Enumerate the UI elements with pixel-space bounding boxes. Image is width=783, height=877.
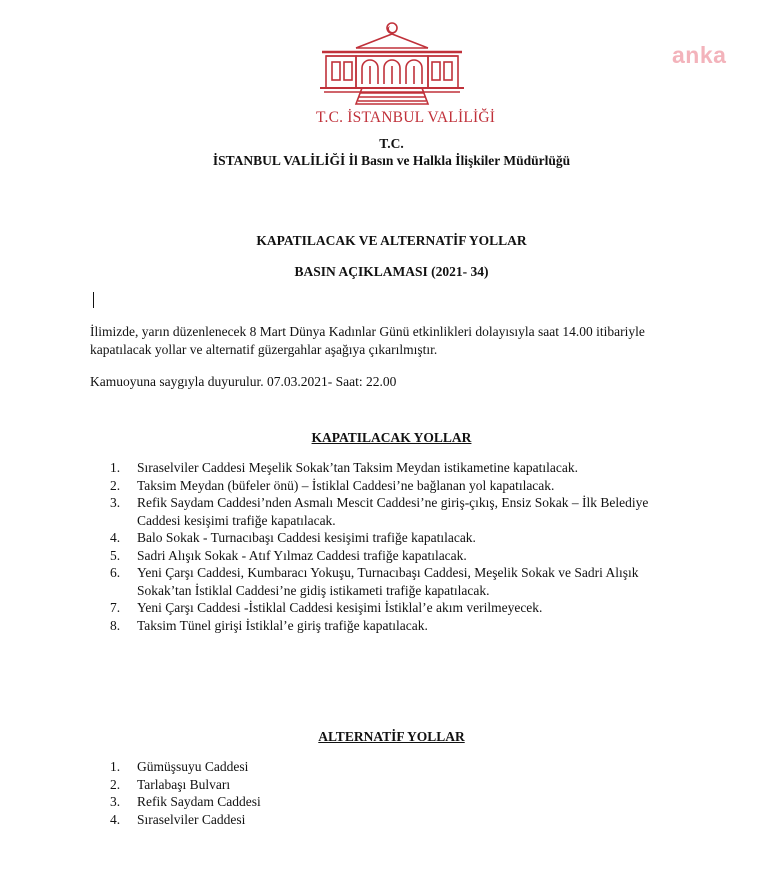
list-item-text: Refik Saydam Caddesi’nden Asmalı Mescit Caddesi’ne giriş-çıkış, Ensiz Sokak – İlk Belediye — [137, 495, 649, 510]
alternative-road-item — [0, 811, 697, 829]
list-item-text: Yeni Çarşı Caddesi, Kumbaracı Yokuşu, Turnacıbaşı Caddesi, Meşelik Sokak ve Sadri Alışık — [137, 565, 639, 580]
list-item-number: 5. — [110, 547, 121, 563]
list-item-text: Sokak’tan İstiklal Caddesi’ne gidiş istikameti trafiğe kapatılacak. — [137, 582, 490, 598]
closed-road-item — [0, 477, 697, 495]
closed-road-item — [0, 494, 697, 529]
closed-road-item — [0, 564, 697, 599]
intro-paragraph — [90, 323, 730, 359]
alternative-road-item — [0, 793, 697, 811]
closed-road-item — [0, 599, 697, 617]
list-item-text: Yeni Çarşı Caddesi -İstiklal Caddesi kesişimi İstiklal’e akım verilmeyecek. — [137, 600, 543, 615]
list-item-number: 3. — [110, 794, 121, 809]
list-item-number: 3. — [110, 495, 121, 510]
list-item-number: 1. — [110, 460, 121, 475]
announcement-line: Kamuoyuna saygıyla duyurulur. 07.03.2021- Saat: 22.00 — [90, 374, 397, 389]
list-item-number: 8. — [110, 617, 121, 633]
list-item-text: Sıraselviler Caddesi — [137, 811, 246, 827]
intro-line-2: kapatılacak yollar ve alternatif güzergahlar aşağıya çıkarılmıştır. — [90, 342, 438, 357]
closed-roads-title: KAPATILACAK YOLLAR — [311, 430, 472, 445]
list-item-text: Refik Saydam Caddesi — [137, 794, 261, 809]
text-cursor — [93, 292, 94, 308]
alternative-road-item — [0, 776, 697, 794]
list-item-text: Caddesi kesişimi trafiğe kapatılacak. — [137, 512, 336, 528]
closed-road-item — [0, 529, 697, 547]
list-item-number: 2. — [110, 477, 121, 493]
list-item-number: 2. — [110, 776, 121, 792]
list-item-text: Taksim Tünel girişi İstiklal’e giriş trafiğe kapatılacak. — [137, 617, 428, 633]
list-item-text: Sıraselviler Caddesi Meşelik Sokak’tan Taksim Meydan istikametine kapatılacak. — [137, 460, 578, 475]
list-item-number: 1. — [110, 759, 121, 774]
intro-line-1: İlimizde, yarın düzenlenecek 8 Mart Dünya Kadınlar Günü etkinlikleri dolayısıyla saat 14.00 itibariyle — [90, 324, 645, 339]
alternative-roads-list — [0, 758, 697, 828]
istanbul-governorship-logo — [316, 18, 496, 128]
list-item-text: Gümüşsuyu Caddesi — [137, 759, 249, 774]
header-tc: T.C. — [379, 136, 404, 151]
list-item-text: Sadri Alışık Sokak - Atıf Yılmaz Caddesi trafiğe kapatılacak. — [137, 547, 467, 563]
list-item-text: Balo Sokak - Turnacıbaşı Caddesi kesişimi trafiğe kapatılacak. — [137, 530, 476, 545]
closed-road-item — [0, 547, 697, 565]
list-item-number: 7. — [110, 600, 121, 615]
closed-roads-list — [0, 459, 697, 634]
list-item-text: Tarlabaşı Bulvarı — [137, 776, 231, 792]
list-item-number: 4. — [110, 530, 121, 545]
alternative-roads-title: ALTERNATİF YOLLAR — [318, 729, 465, 744]
logo-caption: T.C. İSTANBUL VALİLİĞİ — [316, 109, 496, 126]
list-item-number: 4. — [110, 811, 121, 827]
list-item-text: Taksim Meydan (büfeler önü) – İstiklal Caddesi’ne bağlanan yol kapatılacak. — [137, 477, 555, 493]
alternative-road-item — [0, 758, 697, 776]
document-title: KAPATILACAK VE ALTERNATİF YOLLAR — [256, 233, 527, 248]
document-subtitle: BASIN AÇIKLAMASI (2021- 34) — [294, 264, 489, 279]
list-item-number: 6. — [110, 565, 121, 580]
governorship-building-icon — [316, 18, 468, 110]
closed-road-item — [0, 617, 697, 635]
header-directorate: İSTANBUL VALİLİĞİ İl Basın ve Halkla İlişkiler Müdürlüğü — [212, 153, 571, 168]
closed-road-item — [0, 459, 697, 477]
anka-watermark: anka — [672, 42, 727, 68]
